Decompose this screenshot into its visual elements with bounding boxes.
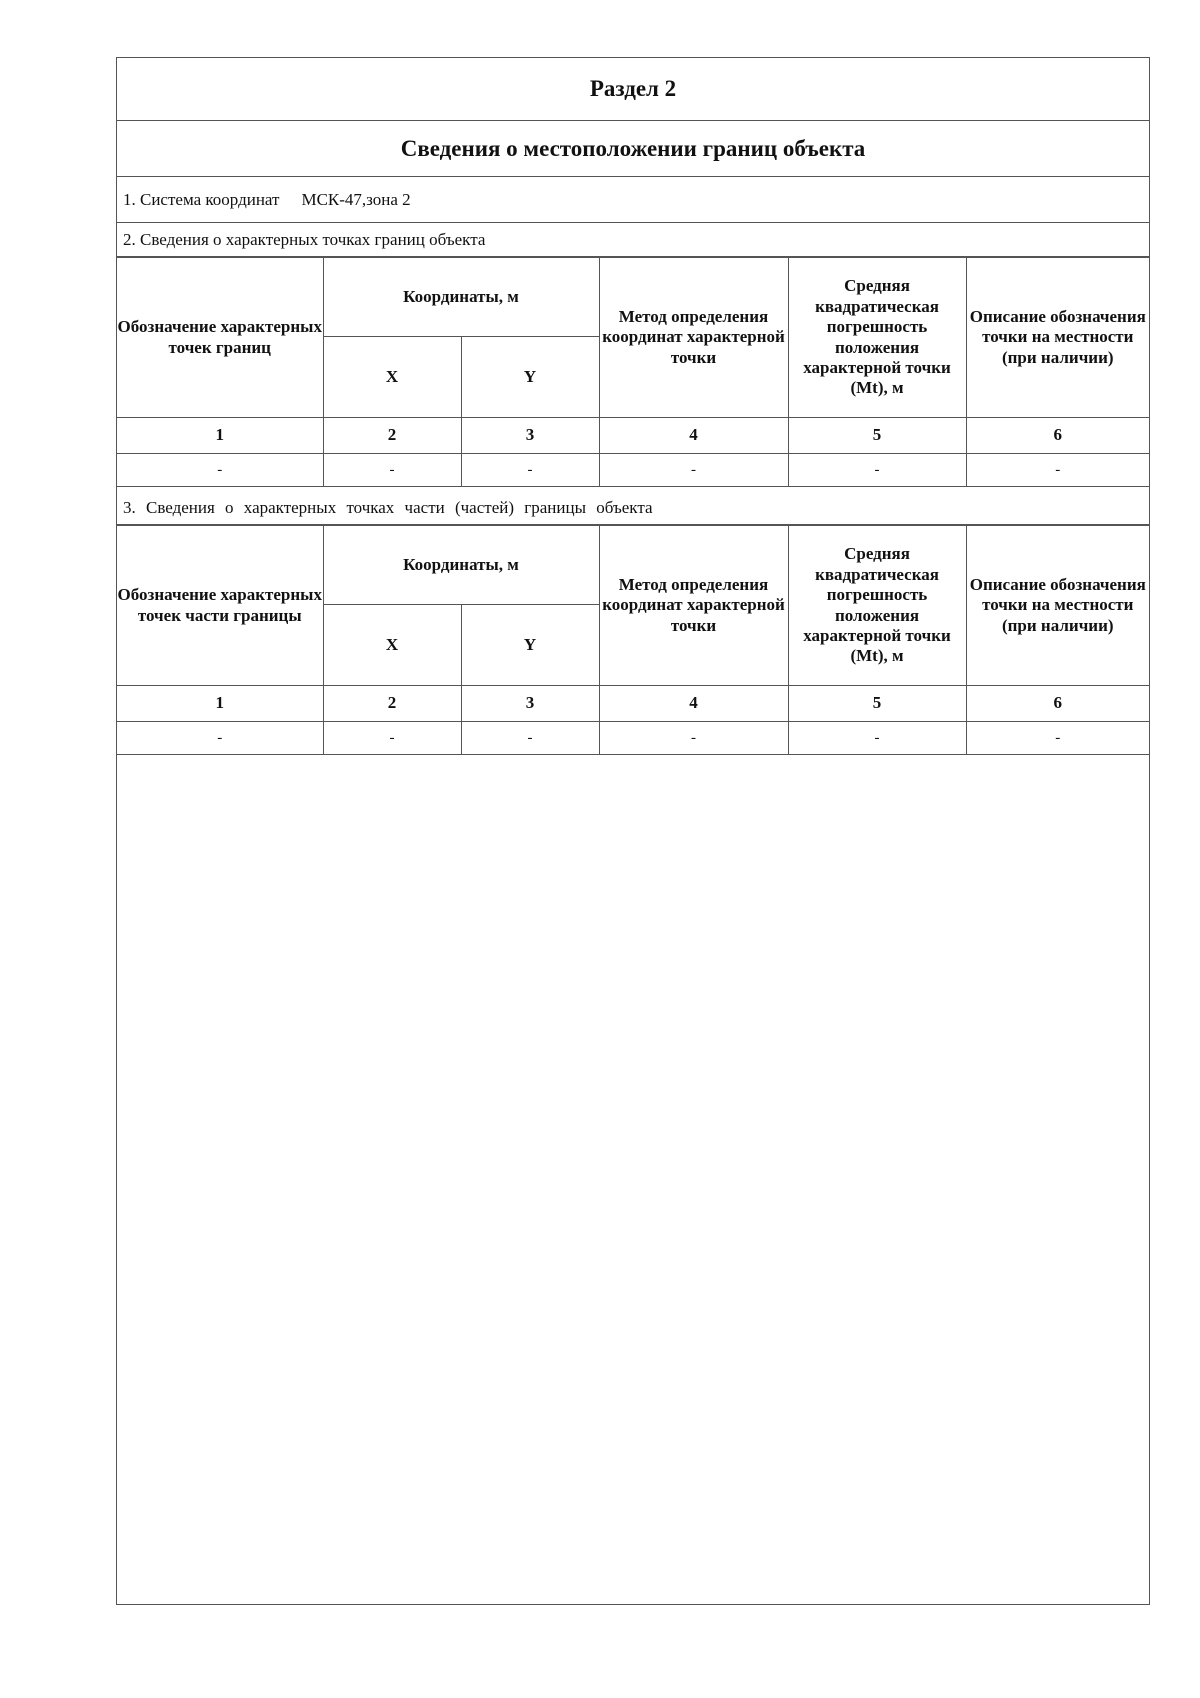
mean-error-header: Средняя квадратическая погрешность положения характерной точки (Mt), м: [788, 526, 966, 686]
table-cell: -: [599, 454, 788, 487]
table1-caption: [117, 223, 1149, 257]
mean-error-header: Средняя квадратическая погрешность положения характерной точки (Mt), м: [788, 258, 966, 418]
coordinate-system-value: МСК-47,зона 2: [301, 189, 411, 209]
table2-caption: [117, 491, 1149, 525]
y-header: Y: [461, 605, 599, 686]
table-cell: -: [117, 722, 323, 755]
method-header: Метод определения координат характерной точки: [599, 526, 788, 686]
column-number: 3: [461, 686, 599, 722]
column-number: 3: [461, 418, 599, 454]
table-row: [117, 454, 1149, 487]
table-cell: -: [461, 722, 599, 755]
column-number: 1: [117, 686, 323, 722]
table-cell: -: [788, 454, 966, 487]
column-numbers-row: [117, 686, 1149, 722]
coordinate-system-label: 1. Система координат: [123, 189, 280, 209]
table-cell: -: [117, 454, 323, 487]
x-header: X: [323, 605, 461, 686]
description-header: Описание обозначения точки на местности (при наличии): [966, 526, 1149, 686]
table-cell: -: [323, 722, 461, 755]
coordinate-system-line: [117, 177, 1149, 223]
table1-caption-text: 2. Сведения о характерных точках границ объекта: [123, 229, 486, 249]
table-cell: -: [323, 454, 461, 487]
description-header: Описание обозначения точки на местности (при наличии): [966, 258, 1149, 418]
section-title: Раздел 2: [117, 58, 1149, 121]
coordinates-header: Координаты, м: [323, 526, 599, 605]
table2-caption-text: 3. Сведения о характерных точках части (частей) границы объекта: [123, 497, 653, 517]
table-cell: -: [599, 722, 788, 755]
table-cell: -: [788, 722, 966, 755]
column-number: 2: [323, 686, 461, 722]
column-number: 5: [788, 686, 966, 722]
table-cell: -: [966, 454, 1149, 487]
point-designation-header: Обозначение характерных точек части границы: [117, 526, 323, 686]
document-page: [116, 57, 1150, 1605]
table-row: [117, 722, 1149, 755]
coordinates-header: Координаты, м: [323, 258, 599, 337]
column-numbers-row: [117, 418, 1149, 454]
boundary-points-table: [117, 257, 1149, 487]
table-cell: -: [966, 722, 1149, 755]
section-heading: Сведения о местоположении границ объекта: [117, 121, 1149, 177]
boundary-part-points-table: [117, 525, 1149, 755]
table-cell: -: [461, 454, 599, 487]
column-number: 4: [599, 686, 788, 722]
column-number: 5: [788, 418, 966, 454]
x-header: X: [323, 337, 461, 418]
y-header: Y: [461, 337, 599, 418]
column-number: 1: [117, 418, 323, 454]
method-header: Метод определения координат характерной точки: [599, 258, 788, 418]
column-number: 6: [966, 686, 1149, 722]
point-designation-header: Обозначение характерных точек границ: [117, 258, 323, 418]
column-number: 4: [599, 418, 788, 454]
column-number: 2: [323, 418, 461, 454]
column-number: 6: [966, 418, 1149, 454]
